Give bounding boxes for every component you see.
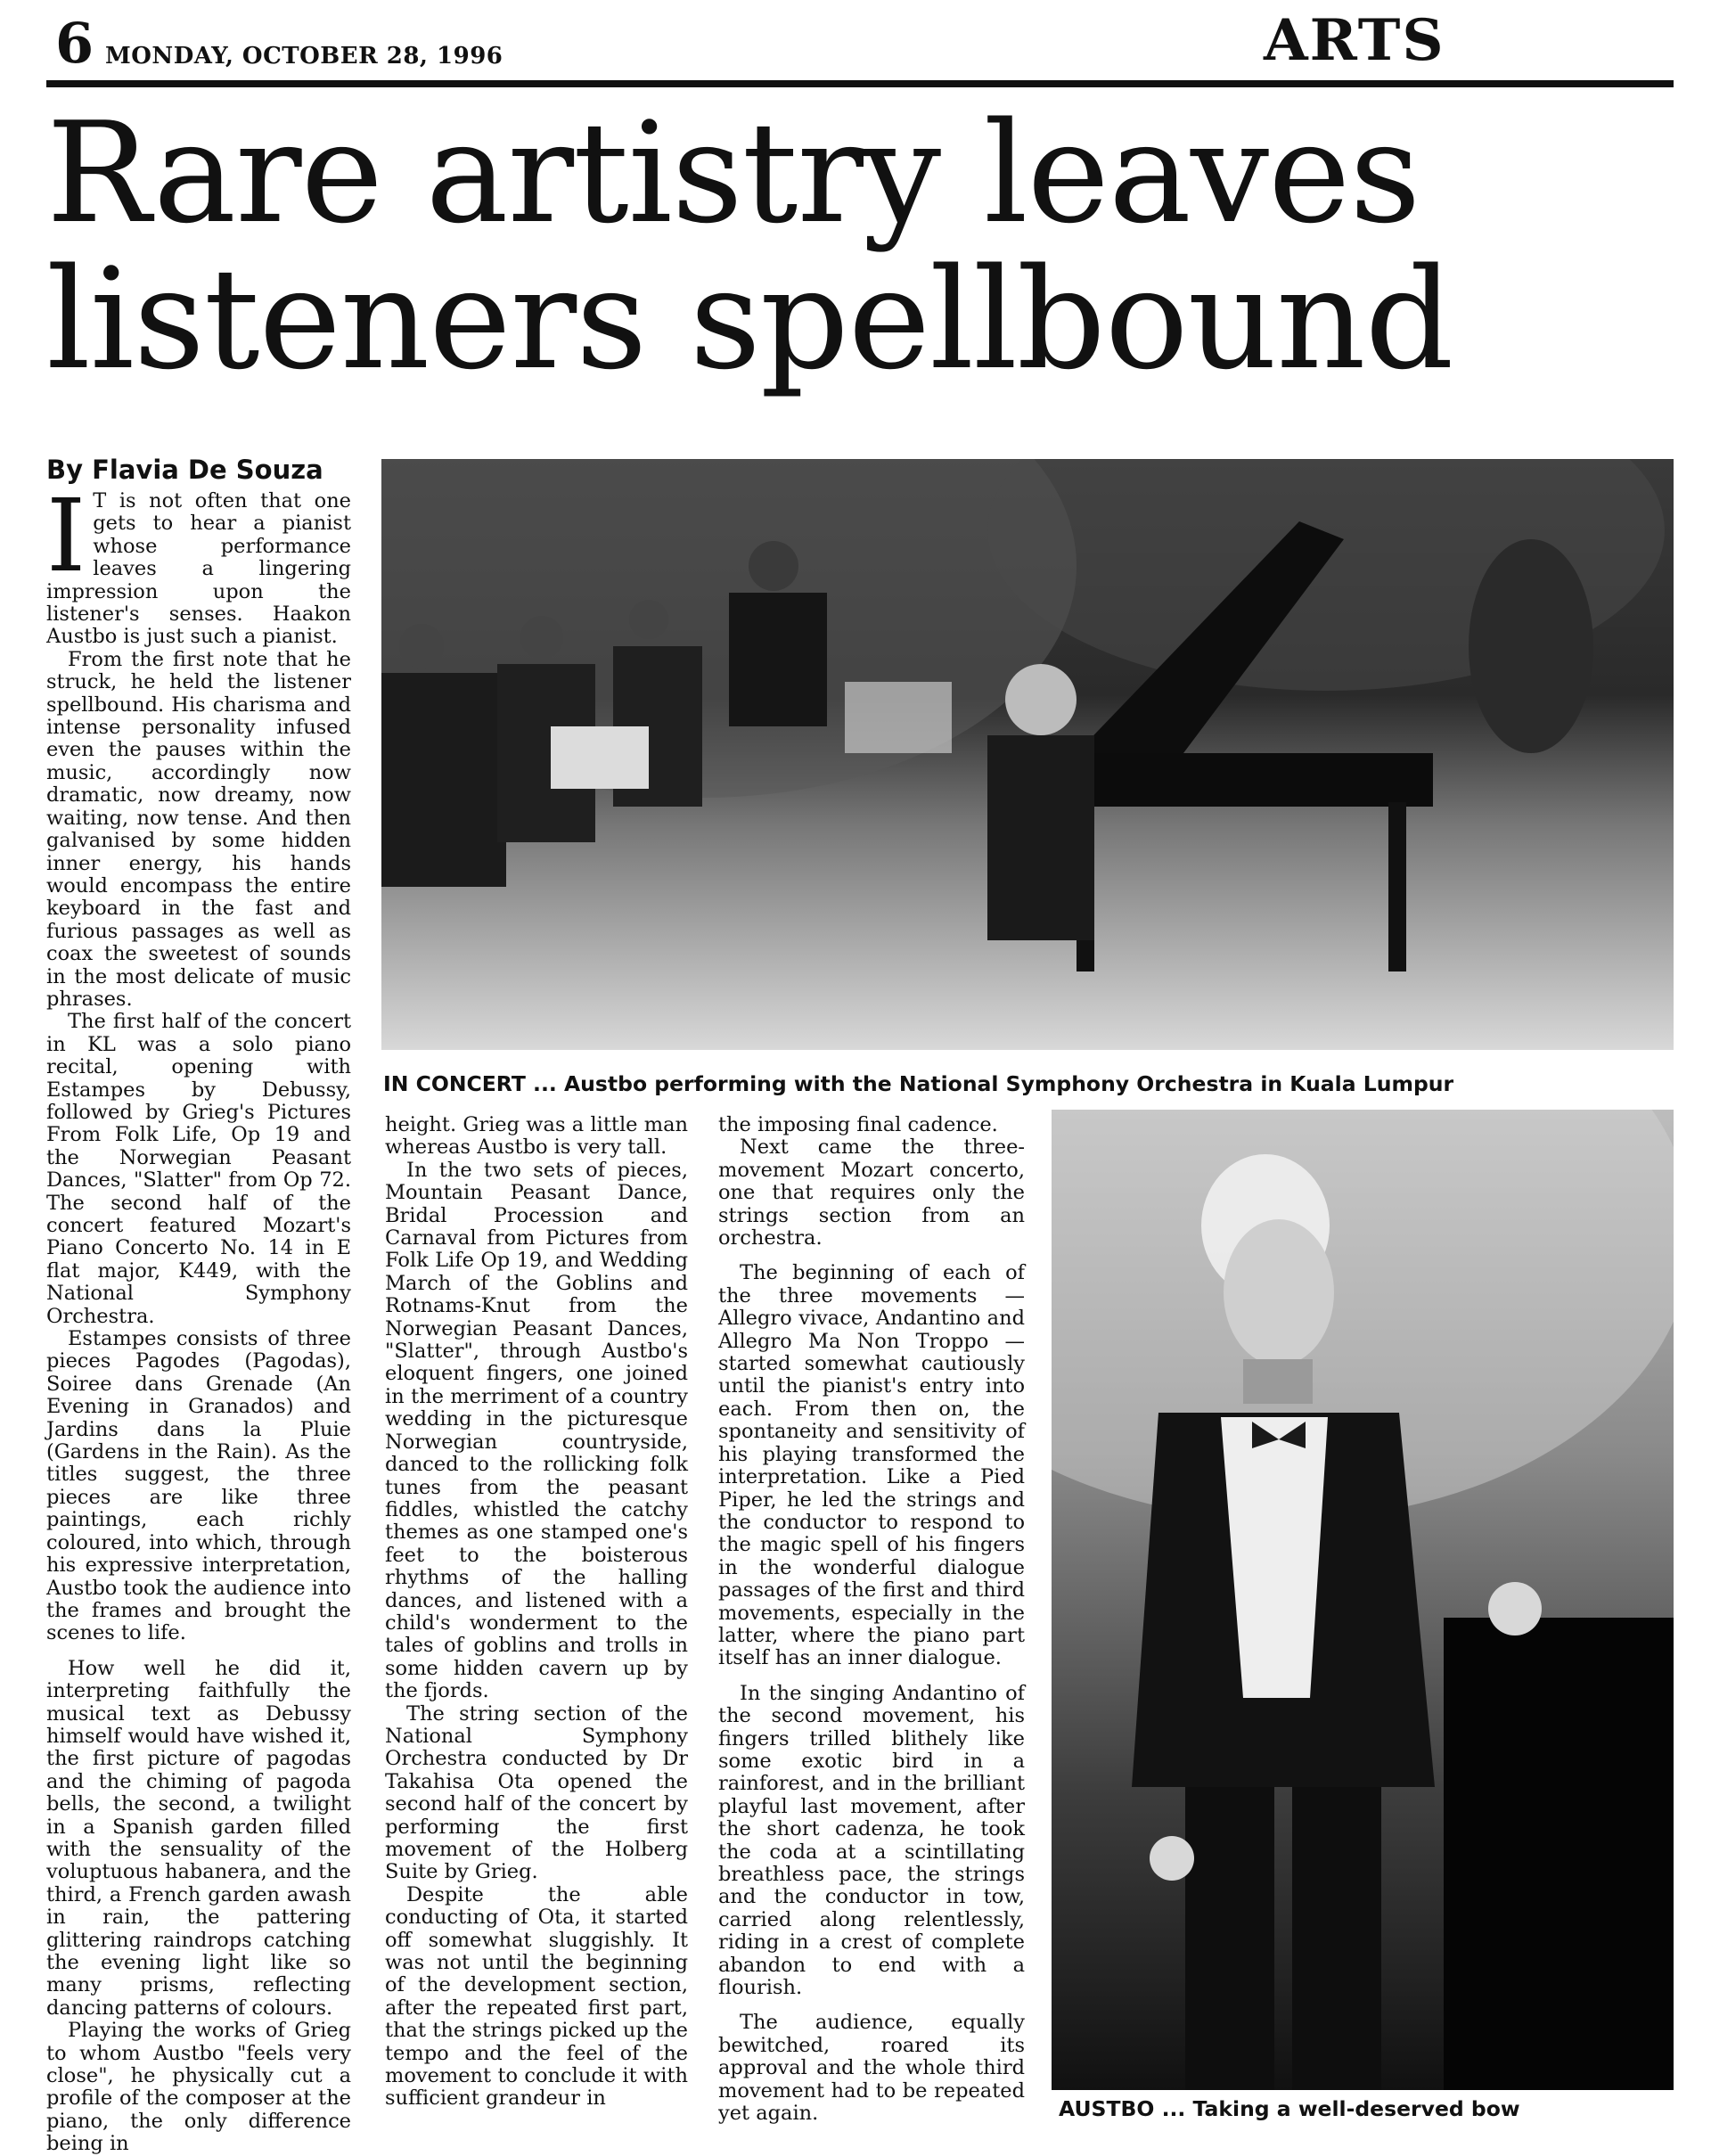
paragraph: In the singing Andantino of the second movement, his fingers trilled blithely like some exotic bird in a rainforest, and in the brilliant playful last movement, after the short cadenza, he took the coda at a scintillating breathless pace, the strings and the conductor in tow, carried along relentlessly, riding in a crest of complete abandon to end with a flourish. [718, 1681, 1025, 2000]
article-column-3 [718, 1114, 1025, 2125]
article-column-1 [46, 479, 352, 2156]
masthead-rule [46, 80, 1674, 87]
issue-date: MONDAY, OCTOBER 28, 1996 [105, 43, 503, 70]
paragraph: height. Grieg was a little man whereas Austbo is very tall. [385, 1113, 688, 1160]
paragraph: Estampes consists of three pieces Pagodes (Pagodas), Soiree dans Grenade (An Evening in Granados) and Jardins dans la Pluie (Gardens in the Rain). As the titles suggest, the three pieces are like three paintings, each richly coloured, into which, through his expressive interpretation, Austbo took the audience into the frames and brought the scenes to life. [46, 1327, 352, 1645]
section-name: ARTS [1264, 7, 1445, 74]
paragraph: Next came the three-movement Mozart concerto, one that requires only the strings section from an orchestra. [718, 1135, 1025, 1250]
paragraph: Despite the able conducting of Ota, it started off somewhat sluggishly. It was not until the beginning of the development section, after the repeated first part, that the strings picked up the tempo and the feel of the movement to conclude it with sufficient grandeur in [385, 1882, 688, 2111]
page-number: 6 [55, 11, 94, 76]
byline: By Flavia De Souza [46, 455, 323, 485]
paragraph: From the first note that he struck, he held the listener spellbound. His charisma and intense personality infused even the pauses within the music, accordingly now dramatic, now dreamy, now waiting, now tense. And then galvanised by some hidden inner energy, his hands would encompass the entire keyboard in the fast and furious passages as well as coax the sweetest of sounds in the most delicate of music phrases. [46, 647, 351, 1011]
paragraph: The first half of the concert in KL was a solo piano recital, opening with Estampes by Debussy, followed by Grieg's Pictures From Folk Life, Op 19 and the Norwegian Peasant Dances, "Slatter" from Op 72. The second half of the concert featured Mozart's Piano Concerto No. 14 in E flat major, K449, with the National Symphony Orchestra. [46, 1010, 351, 1328]
headline-line-1: Rare artistry leaves [46, 92, 1420, 254]
paragraph: T is not often that one gets to hear a pianist whose performance leaves a lingering impression upon the listener's senses. Haakon Austbo is just such a pianist. [46, 489, 351, 649]
pianist-bow-illustration [1052, 1110, 1674, 2090]
bow-photo-caption: AUSTBO ... Taking a well-deserved bow [1059, 2096, 1520, 2121]
paragraph: In the two sets of pieces, Mountain Peasant Dance, Bridal Procession and Carnaval from Pictures from Folk Life Op 19, and Wedding March of the Goblins and Rotnams-Knut from the Norwegian Peasant Dances, "Slatter", through Austbo's eloquent fingers, one joined in the merriment of a country wedding in the picturesque Norwegian countryside, danced to the rollicking folk tunes from the peasant fiddles, whistled the catchy themes as one stamped one's feet to the boisterous rhythms of the halling dances, and listened with a child's wonderment to the tales of goblins and trolls in some hidden cavern up by the fjords. [385, 1158, 688, 1703]
concert-photo-caption: IN CONCERT ... Austbo performing with the National Symphony Orchestra in Kuala Lumpur [383, 1071, 1454, 1096]
headline-line-2: listeners spellbound [46, 238, 1453, 400]
drop-cap: I [46, 479, 86, 594]
paragraph: The beginning of each of the three movements — Allegro vivace, Andantino and Allegro Ma Non Troppo — started somewhat cautiously until the pianist's entry into each. From then on, the spontaneity and sensitivity of his playing transformed the interpretation. Like a Pied Piper, he led the strings and the conductor to respond to the magic spell of his fingers in the wonderful dialogue passages of the first and third movements, especially in the latter, where the piano part itself has an inner dialogue. [718, 1261, 1025, 1670]
article-column-2 [385, 1114, 688, 2111]
paragraph: the imposing final cadence. [718, 1113, 998, 1136]
paragraph: How well he did it, interpreting faithfully the musical text as Debussy himself would have wished it, the first picture of pagodas and the chiming of pagoda bells, the second, a twilight in a Spanish garden filled with the sensuality of the voluptuous habanera, and the third, a French garden awash in rain, the pattering glittering raindrops catching the evening light like so many prisms, reflecting dancing patterns of colours. [46, 1656, 351, 2020]
concert-photo-illustration [381, 459, 1674, 1050]
paragraph: Playing the works of Grieg to whom Austbo "feels very close", he physically cut a profile of the composer at the piano, the only difference being in [46, 2019, 351, 2156]
paragraph: The string section of the National Symphony Orchestra conducted by Dr Takahisa Ota opened the second half of the concert by performing the first movement of the Holberg Suite by Grieg. [385, 1701, 688, 1884]
concert-photo [381, 459, 1674, 1050]
paragraph: The audience, equally bewitched, roared its approval and the whole third movement had to be repeated yet again. [718, 2011, 1025, 2126]
pianist-bow-photo [1052, 1110, 1674, 2090]
headline [46, 92, 1686, 400]
